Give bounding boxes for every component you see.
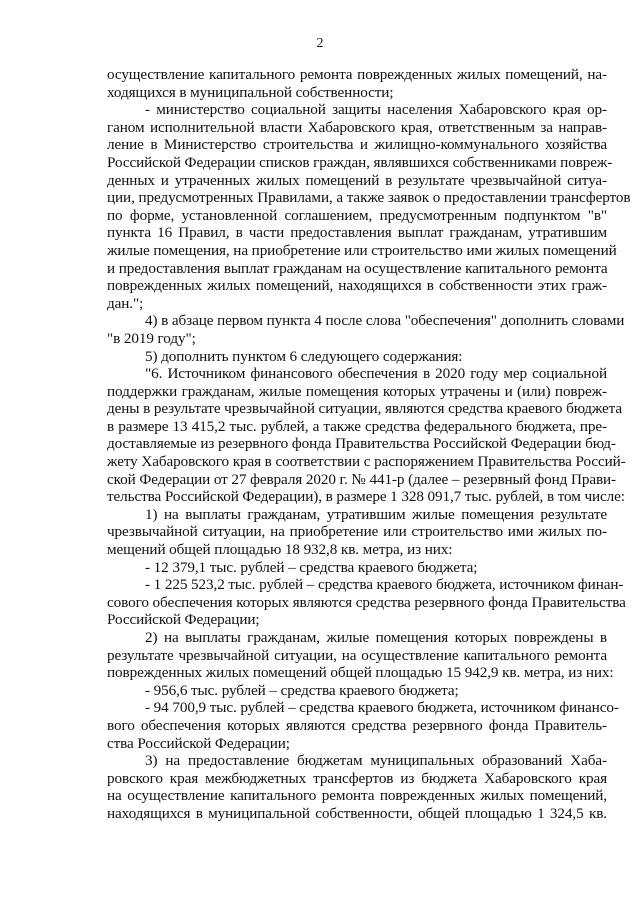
text-line: дены в результате чрезвычайной ситуации, являются средства краевого бюджета: [107, 400, 623, 418]
text-line: ции, предусмотренных Правилами, а также заявок о предоставлении трансфертов: [107, 189, 631, 207]
text-line: - 1 225 523,2 тыс. рублей – средства краевого бюджета, источником финан-: [145, 576, 624, 594]
text-line: 3) на предоставление бюджетам муниципальных образований Хаба-: [145, 752, 607, 770]
text-line: - 956,6 тыс. рублей – средства краевого бюджета;: [145, 681, 459, 699]
text-line: чрезвычайной ситуации, на приобретение или строительство ими жилых по-: [107, 523, 607, 541]
text-line: осуществление капитального ремонта поврежденных жилых помещений, на-: [107, 66, 607, 83]
text-line: тельства Российской Федерации), в размере 1 328 091,7 тыс. рублей, в том числе:: [107, 488, 625, 506]
text-line: "6. Источником финансового обеспечения в 2020 году мер социальной: [145, 365, 607, 383]
text-line: ровского края межбюджетных трансфертов из бюджета Хабаровского края: [107, 769, 607, 787]
text-line: - 94 700,9 тыс. рублей – средства краевого бюджета, источником финансо-: [145, 699, 619, 717]
text-line: - министерство социальной защиты населения Хабаровского края ор-: [145, 101, 607, 119]
text-line: - 12 379,1 тыс. рублей – средства краевого бюджета;: [145, 558, 478, 576]
text-line: находящихся в муниципальной собственности, общей площадью 1 324,5 кв.: [107, 804, 607, 822]
text-line: 2) на выплаты гражданам, жилые помещения которых повреждены в: [145, 629, 607, 646]
text-line: ходящихся в муниципальной собственности;: [107, 83, 394, 101]
text-line: 1) на выплаты гражданам, утратившим жилые помещения результате: [145, 505, 607, 523]
text-line: 4) в абзаце первом пункта 4 после слова "обеспечения" дополнить словами: [145, 312, 625, 330]
document-body: [107, 66, 631, 823]
text-line: поврежденных жилых помещений общей площадью 15 942,9 кв. метра, из них:: [107, 664, 614, 682]
text-line: сового обеспечения которых являются средства резервного фонда Правительства: [107, 593, 626, 611]
text-line: Российской Федерации списков граждан, являвшихся собственниками повреж-: [107, 153, 613, 171]
text-line: ской Федерации от 27 февраля 2020 г. № 441-р (далее – резервный фонд Прави-: [107, 470, 617, 488]
text-line: в размере 13 415,2 тыс. рублей, а также средства федерального бюджета, пре-: [107, 417, 607, 435]
text-line: ление в Министерство строительства и жилищно-коммунального хозяйства: [107, 136, 607, 154]
text-line: поддержки гражданам, жилые помещения которых утрачены и (или) повреж-: [107, 382, 607, 400]
text-line: дан.";: [107, 294, 144, 312]
text-line: результате чрезвычайной ситуации, на осуществление капитального ремонта: [107, 646, 607, 664]
text-line: по форме, установленной соглашением, предусмотренным подпунктом "в": [107, 206, 607, 224]
text-line: доставляемые из резервного фонда Правительства Российской Федерации бюд-: [107, 435, 616, 453]
text-line: пункта 16 Правил, в части предоставления выплат гражданам, утратившим: [107, 224, 607, 242]
text-line: 5) дополнить пунктом 6 следующего содержания:: [145, 347, 463, 365]
text-line: жету Хабаровского края в соответствии с распоряжением Правительства Россий-: [107, 453, 626, 471]
text-line: вого обеспечения которых являются средства резервного фонда Правитель-: [107, 716, 607, 734]
text-line: поврежденных жилых помещений, находящихся в собственности этих граж-: [107, 277, 607, 295]
text-line: ства Российской Федерации;: [107, 734, 290, 752]
text-line: ганом исполнительной власти Хабаровского края, ответственным за направ-: [107, 118, 607, 136]
text-line: и предоставления выплат гражданам на осуществление капитального ремонта: [107, 259, 608, 277]
text-line: на осуществление капитального ремонта поврежденных жилых помещений,: [107, 787, 607, 805]
text-line: денных и утраченных жилых помещений в результате чрезвычайной ситуа-: [107, 171, 607, 189]
text-line: мещений общей площадью 18 932,8 кв. метра, из них:: [107, 541, 453, 559]
text-line: Российской Федерации;: [107, 611, 260, 629]
text-line: жилые помещения, на приобретение или строительство ими жилых помещений: [107, 241, 617, 259]
page-number: 2: [316, 36, 324, 51]
text-line: "в 2019 году";: [107, 329, 196, 347]
